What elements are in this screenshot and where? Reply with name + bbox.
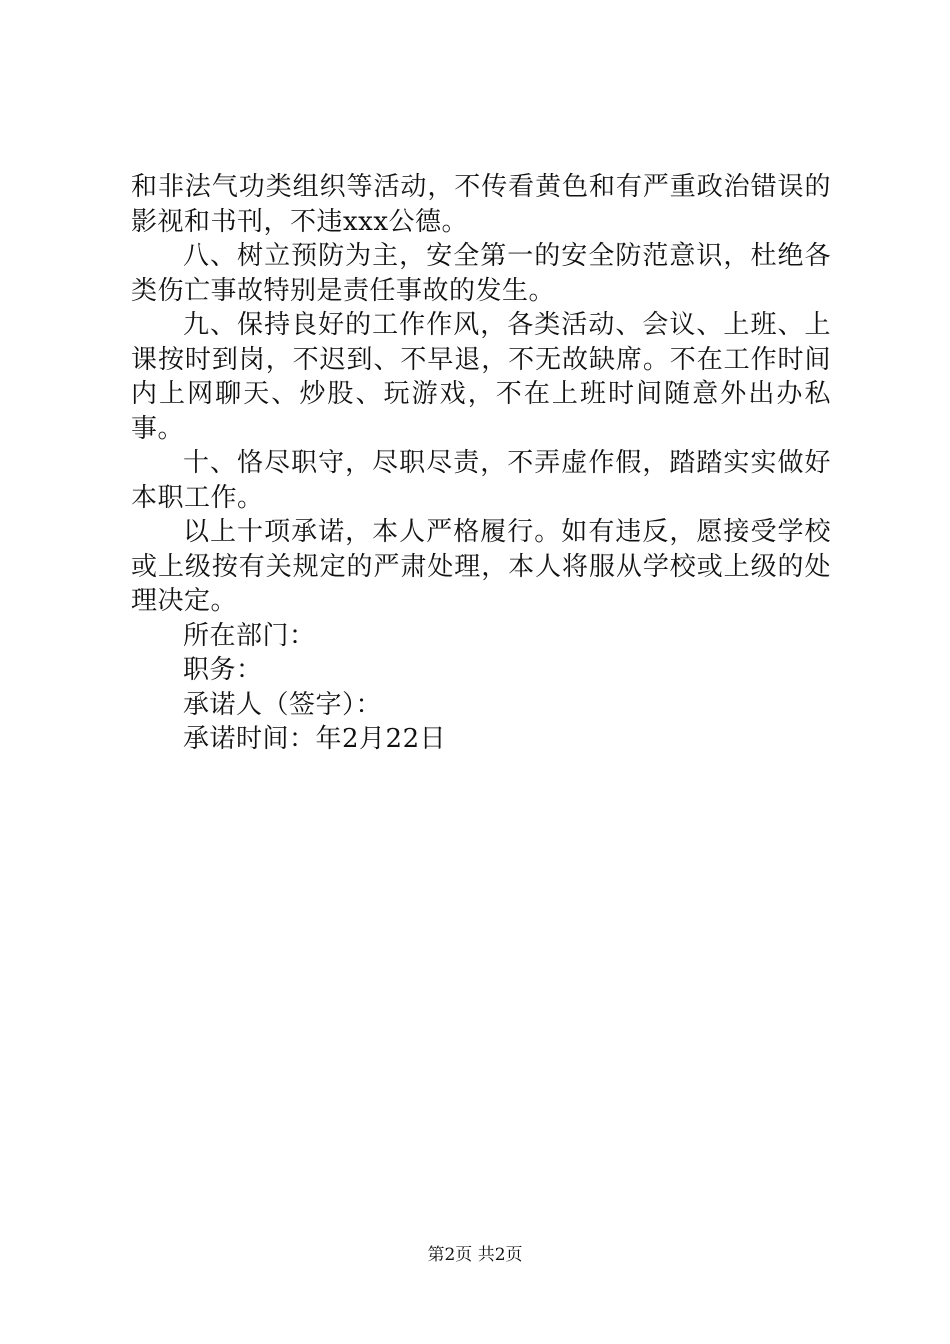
page-footer: 第2页 共2页 [427,1245,523,1265]
paragraph-item-9: 九、保持良好的工作作风，各类活动、会议、上班、上课按时到岗，不迟到、不早退，不无故缺席。不在工作时间内上网聊天、炒股、玩游戏，不在上班时间随意外出办私事。 [131,310,831,444]
paragraph-continued: 和非法气功类组织等活动，不传看黄色和有严重政治错误的影视和书刊，不违xxx公德。 [131,172,831,237]
paragraph-item-10: 十、恪尽职守，尽职尽责，不弄虚作假，踏踏实实做好本职工作。 [131,448,831,513]
signer-field: 承诺人（签字）： [183,689,383,720]
paragraph-item-8: 八、树立预防为主，安全第一的安全防范意识，杜绝各类伤亡事故特别是责任事故的发生。 [131,241,831,306]
department-field: 所在部门： [183,620,316,651]
position-field: 职务： [183,655,263,685]
paragraph-pledge-summary: 以上十项承诺，本人严格履行。如有违反，愿接受学校或上级按有关规定的严肃处理，本人将服从学校或上级的处理决定。 [131,517,831,616]
date-field: 承诺时间：年2月22日 [183,724,447,754]
document-body [131,170,831,757]
